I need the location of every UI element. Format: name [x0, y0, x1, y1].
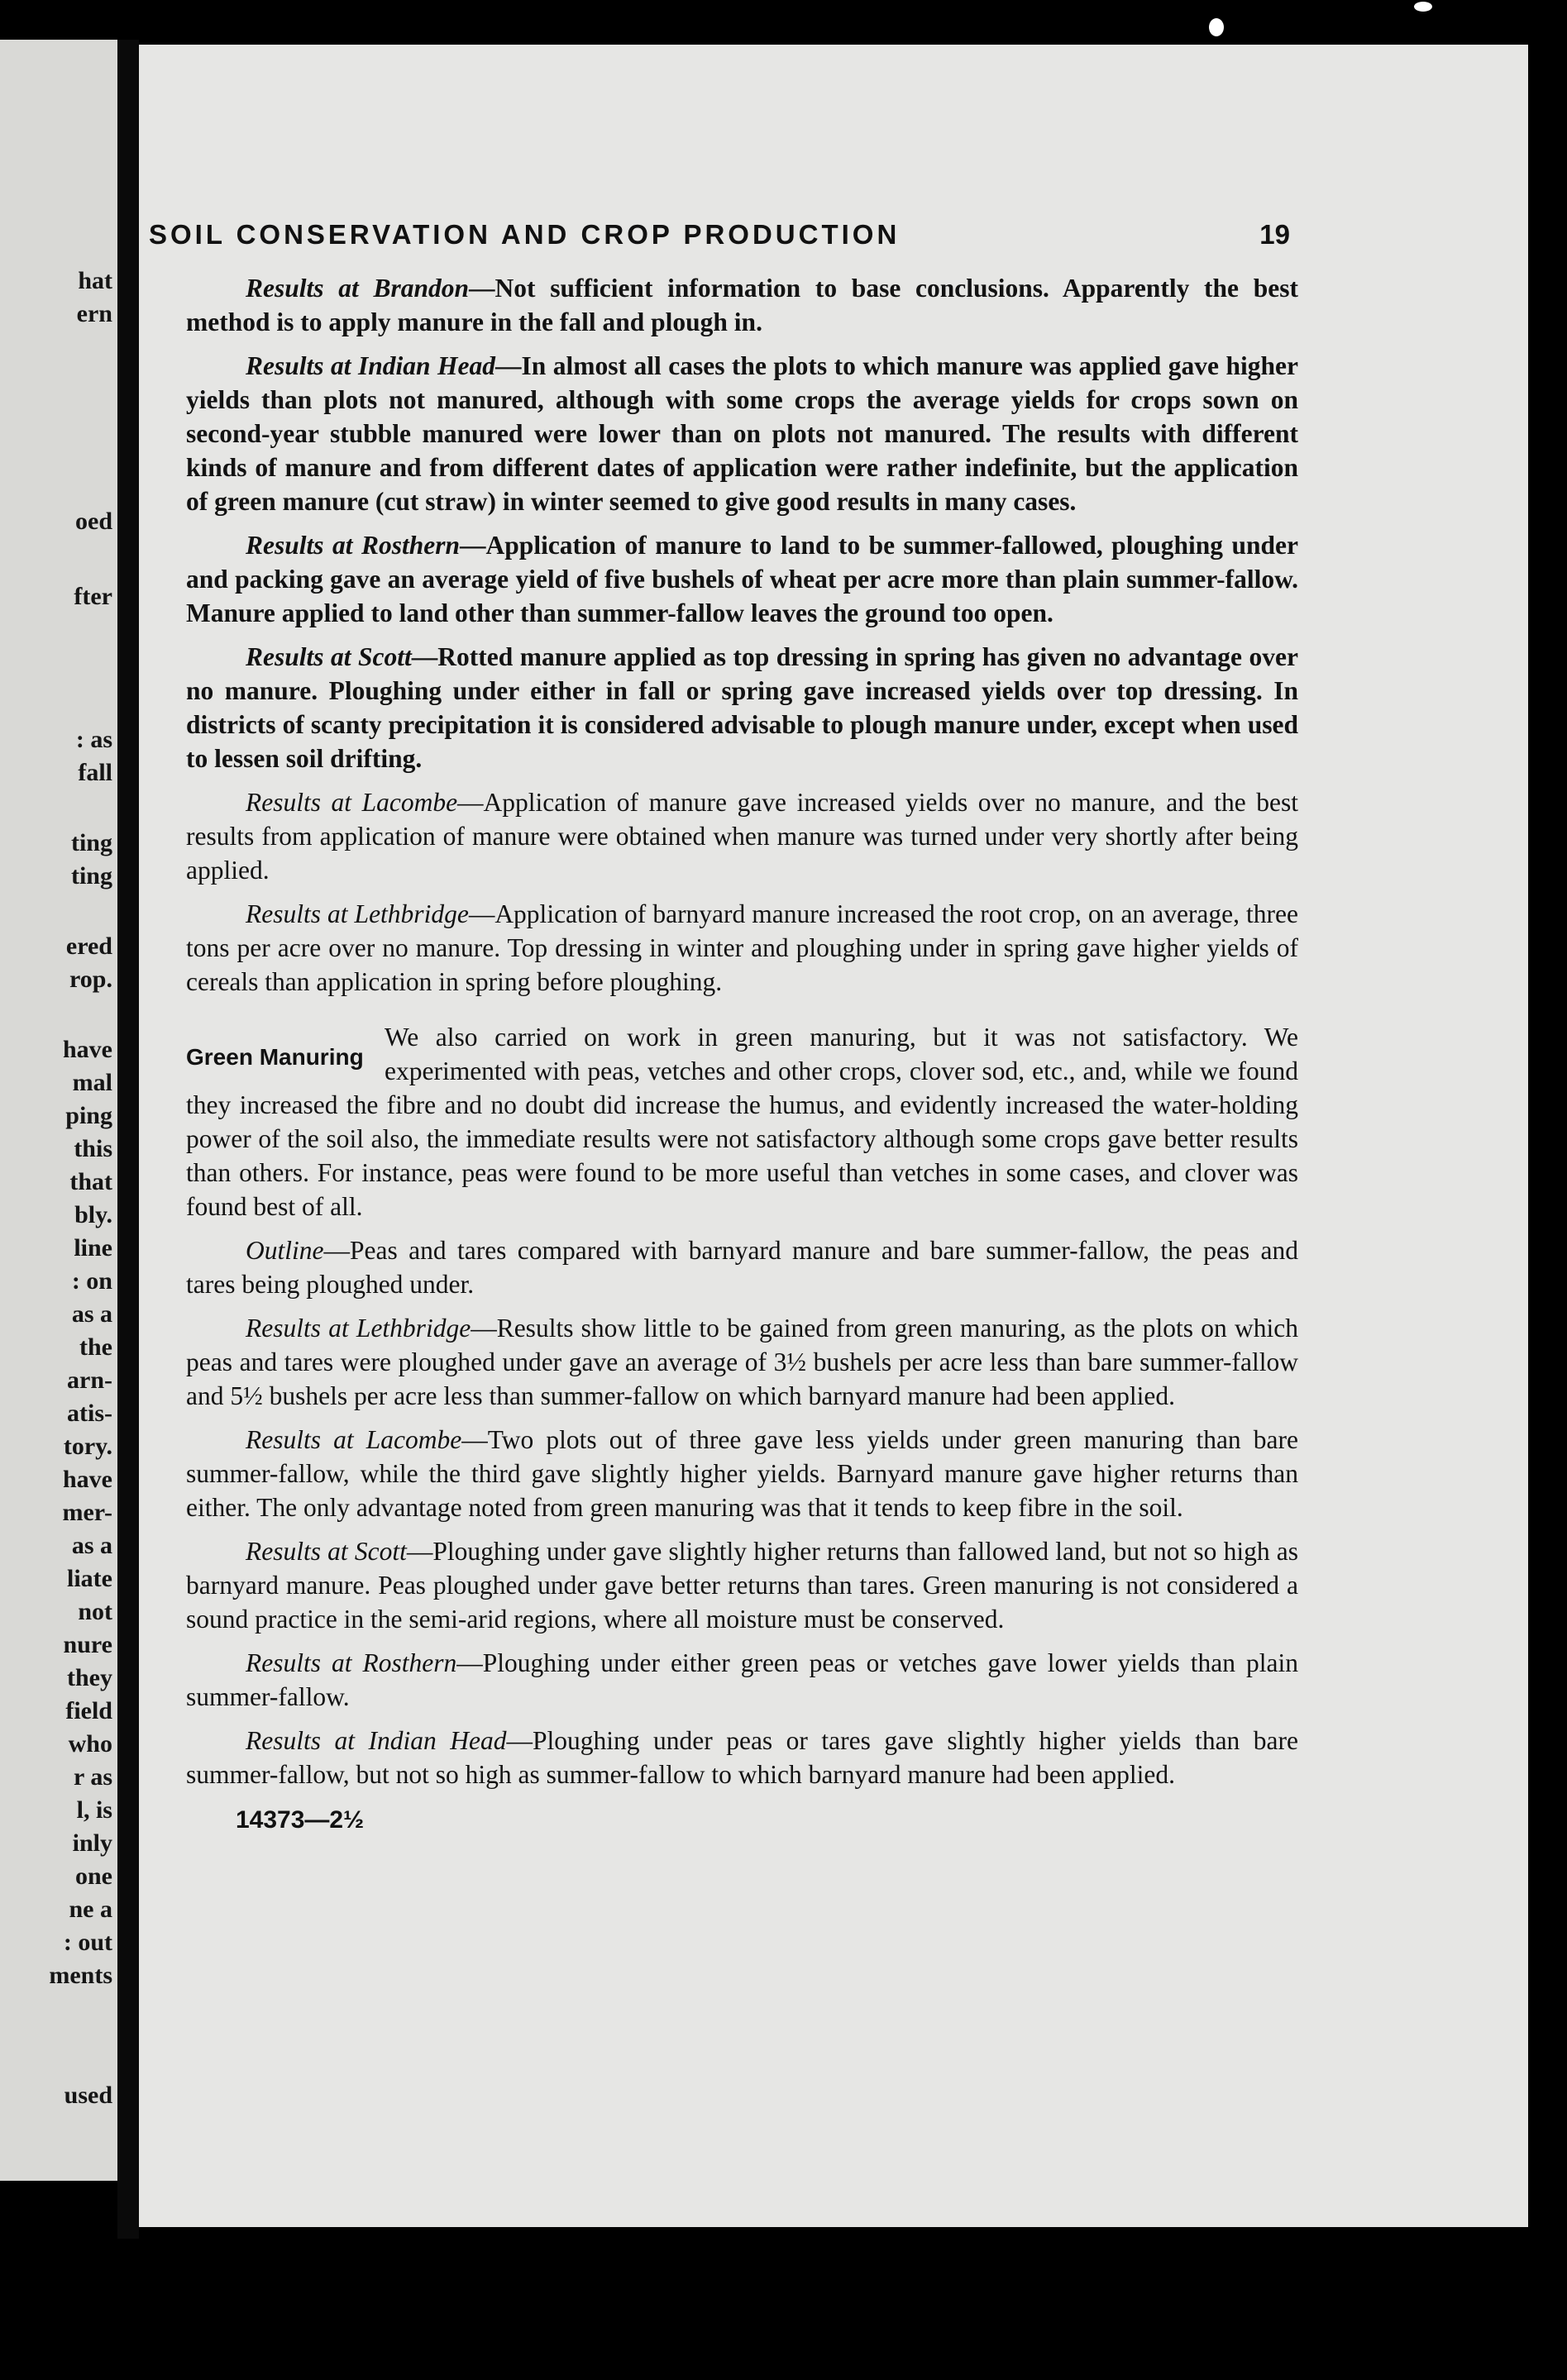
facing-page-fragment: ered: [65, 932, 112, 960]
facing-page-fragment: not: [78, 1598, 112, 1625]
side-heading: Green Manuring: [186, 1044, 364, 1070]
running-head: [149, 219, 1290, 250]
facing-page-fragment: oed: [75, 508, 112, 535]
paragraph-text: Ploughing under either green peas or vetches gave lower yields than plain summer-fallow.: [186, 1648, 1298, 1711]
facing-page-fragment: ting: [70, 829, 112, 856]
facing-page-fragment: bly.: [74, 1201, 112, 1228]
facing-page-fragment: r as: [74, 1763, 112, 1791]
page-title: SOIL CONSERVATION AND CROP PRODUCTION: [149, 219, 901, 250]
paragraph: Results at Lethbridge—Results show little to be gained from green manuring, as the plots on which peas and tares were ploughed under gave an average of 3½ bushels per acre less than bare summer-fallow and 5½ bushels per acre less than summer-fallow on which barnyard manure had been applied.: [186, 1314, 1298, 1410]
paragraph-lead: Results at Scott: [246, 642, 412, 671]
facing-page-fragment: who: [68, 1730, 112, 1758]
paragraph-text: Results show little to be gained from green manuring, as the plots on which peas and tares were ploughed under gave an average of 3½ bushels per acre less than bare summer-fallow and 5½ bushels per acre less than summer-fallow on which barnyard manure had been applied.: [186, 1314, 1298, 1410]
facing-page-fragment: have: [63, 1036, 112, 1063]
facing-page-fragment: as a: [71, 1532, 112, 1559]
facing-page-fragment: one: [75, 1863, 112, 1890]
gutter-shadow: [117, 40, 139, 2239]
paragraph-text: Application of barnyard manure increased the root crop, on an average, three tons per acre over no manure. Top dressing in winter and ploughing under in spring gave higher yields of cereals than application in spring before ploughing.: [186, 899, 1298, 996]
green-manuring-section: [186, 1020, 1298, 1233]
page-number: 19: [1259, 219, 1290, 250]
facing-page-fragment: : on: [71, 1267, 112, 1295]
facing-page-fragment: hat: [78, 267, 112, 294]
paragraph: Outline—Peas and tares compared with barnyard manure and bare summer-fallow, the peas and tares being ploughed under.: [186, 1236, 1298, 1299]
paragraph: Results at Rosthern—Ploughing under either green peas or vetches gave lower yields than plain summer-fallow.: [186, 1648, 1298, 1711]
paragraph: Results at Brandon—Not sufficient information to base conclusions. Apparently the best method is to apply manure in the fall and plough in.: [186, 274, 1298, 336]
facing-page-fragment: that: [69, 1168, 112, 1195]
paragraph: Results at Lethbridge—Application of barnyard manure increased the root crop, on an average, three tons per acre over no manure. Top dressing in winter and ploughing under in spring gave higher yields of cereals than application in spring before ploughing.: [186, 899, 1298, 996]
facing-page-fragment: liate: [67, 1565, 112, 1592]
facing-page-fragment: fter: [74, 583, 112, 610]
paragraph-text: Application of manure gave increased yields over no manure, and the best results from application of manure were obtained when manure was turned under very shortly after being applied.: [186, 788, 1298, 885]
paragraph: We also carried on work in green manuring, but it was not satisfactory. We experimented with peas, vetches and other crops, clover sod, etc., and, while we found they increased the fibre and no doubt did increase the humus, and evidently increased the water-holding power of the soil also, the immediate results were not satisfactory although some crops gave better results than others. For instance, peas were found to be more useful than vetches in some cases, and clover was found best of all.: [186, 1023, 1298, 1221]
paragraph-lead: Results at Lacombe: [246, 1425, 462, 1454]
paragraph-text: Peas and tares compared with barnyard manure and bare summer-fallow, the peas and tares being ploughed under.: [186, 1236, 1298, 1299]
facing-page-fragment: rop.: [69, 966, 112, 993]
facing-page-fragment: used: [64, 2082, 112, 2109]
paragraph-lead: Results at Rosthern: [246, 1648, 457, 1677]
facing-page-fragment: arn-: [67, 1366, 112, 1394]
paragraph: Results at Scott—Ploughing under gave slightly higher returns than fallowed land, but not so high as barnyard manure. Peas ploughed under gave better returns than tares. Green manuring is not considered a sound practice in the semi-arid regions, where all moisture must be conserved.: [186, 1537, 1298, 1634]
paragraph: Results at Lacombe—Application of manure gave increased yields over no manure, and the best results from application of manure were obtained when manure was turned under very shortly after being applied.: [186, 788, 1298, 885]
paragraph-lead: Outline: [246, 1236, 324, 1265]
paragraph-text: Application of manure to land to be summer-fallowed, ploughing under and packing gave an average yield of five bushels of wheat per acre more than plain summer-fallow. Manure applied to land other than summer-fallow leaves the ground too open.: [186, 531, 1298, 627]
paragraph-text: Ploughing under gave slightly higher returns than fallowed land, but not so high as barnyard manure. Peas ploughed under gave better returns than tares. Green manuring is not considered a sound practice in the semi-arid regions, where all moisture must be conserved.: [186, 1537, 1298, 1634]
paragraph-lead: Results at Lethbridge: [246, 899, 469, 928]
paragraph: Results at Indian Head—Ploughing under peas or tares gave slightly higher yields than bare summer-fallow, but not so high as summer-fallow to which barnyard manure had been applied.: [186, 1726, 1299, 1789]
facing-page-fragment: ping: [65, 1102, 112, 1129]
paragraph-lead: Results at Lethbridge: [246, 1314, 471, 1343]
paragraph-lead: Results at Rosthern: [246, 531, 461, 560]
facing-page-fragment: the: [79, 1333, 112, 1361]
facing-page-fragment: ments: [49, 1962, 112, 1989]
paragraph: Results at Indian Head—In almost all cases the plots to which manure was applied gave higher yields than plots not manured, although with some crops the average yields for crops sown on second-year stubble manured were lower than on plots not manured. The results with different kinds of manure and from different dates of application were rather indefinite, but the application of green manure (cut straw) in winter seemed to give good results in many cases.: [186, 351, 1298, 516]
signature-mark: 14373—2½: [236, 1806, 365, 1834]
facing-page-fragment: mer-: [62, 1499, 112, 1526]
paragraph-lead: Results at Indian Head: [246, 351, 496, 380]
facing-page-fragment: nure: [63, 1631, 112, 1658]
facing-page-fragment: field: [65, 1697, 112, 1724]
paragraph-lead: Results at Scott: [246, 1537, 407, 1566]
paragraph-text: Rotted manure applied as top dressing in spring has given no advantage over no manure. Ploughing under either in fall or spring gave increased yields over top dressing. In districts of scanty precipitation it is considered advisable to plough manure under, except when used to lessen soil drifting.: [186, 642, 1298, 773]
paragraph-text: Not sufficient information to base conclusions. Apparently the best method is to apply manure in the fall and plough in.: [186, 274, 1298, 336]
facing-page-fragment: mal: [72, 1069, 112, 1096]
paragraph-lead: Results at Brandon: [246, 274, 470, 303]
scan-speck: [1414, 2, 1432, 12]
facing-page-fragment: ern: [76, 300, 112, 327]
facing-page-fragment: : out: [63, 1929, 112, 1956]
paragraph-text: Two plots out of three gave less yields under green manuring than bare summer-fallow, while the third gave slightly higher yields. Barnyard manure gave higher returns than either. The only advantage noted from green manuring was that it tends to keep fibre in the soil.: [186, 1425, 1298, 1522]
facing-page-fragment: ne a: [69, 1896, 112, 1923]
paragraph-text: In almost all cases the plots to which manure was applied gave higher yields than plots not manured, although with some crops the average yields for crops sown on second-year stubble manured were lower than on plots not manured. The results with different kinds of manure and from different dates of application were rather indefinite, but the application of green manure (cut straw) in winter seemed to give good results in many cases.: [186, 351, 1298, 516]
facing-page-fragment: this: [74, 1135, 112, 1162]
paragraph-text: Ploughing under peas or tares gave slightly higher yields than bare summer-fallow, but not so high as summer-fallow to which barnyard manure had been applied.: [186, 1726, 1299, 1789]
facing-page-fragment: ting: [70, 862, 112, 890]
paragraph-lead: Results at Lacombe: [246, 788, 458, 817]
facing-page-fragment: they: [67, 1664, 112, 1691]
paragraph: Results at Scott—Rotted manure applied as top dressing in spring has given no advantage over no manure. Ploughing under either in fall or spring gave increased yields over top dressing. In districts of scanty precipitation it is considered advisable to plough manure under, except when used to lessen soil drifting.: [186, 642, 1298, 773]
paragraph-lead: Results at Indian Head: [246, 1726, 507, 1755]
facing-page-fragment: as a: [71, 1300, 112, 1328]
scan-speck: [1209, 18, 1224, 36]
facing-page-fragment: fall: [78, 759, 112, 786]
facing-page-fragment: l, is: [76, 1796, 112, 1824]
facing-page-fragment: inly: [72, 1829, 112, 1857]
facing-page-fragment: atis-: [67, 1400, 112, 1427]
facing-page-fragment: line: [74, 1234, 112, 1262]
facing-page-fragment: : as: [75, 726, 112, 753]
body-text: [186, 271, 1298, 1837]
facing-page-fragment: tory.: [63, 1433, 112, 1460]
facing-page-edge: [0, 40, 117, 2181]
paragraph: Results at Rosthern—Application of manure to land to be summer-fallowed, ploughing under and packing gave an average yield of five bushels of wheat per acre more than plain summer-fallow. Manure applied to land other than summer-fallow leaves the ground too open.: [186, 531, 1298, 627]
paragraph: Results at Lacombe—Two plots out of three gave less yields under green manuring than bare summer-fallow, while the third gave slightly higher yields. Barnyard manure gave higher returns than either. The only advantage noted from green manuring was that it tends to keep fibre in the soil.: [186, 1425, 1298, 1522]
facing-page-fragment: have: [63, 1466, 112, 1493]
